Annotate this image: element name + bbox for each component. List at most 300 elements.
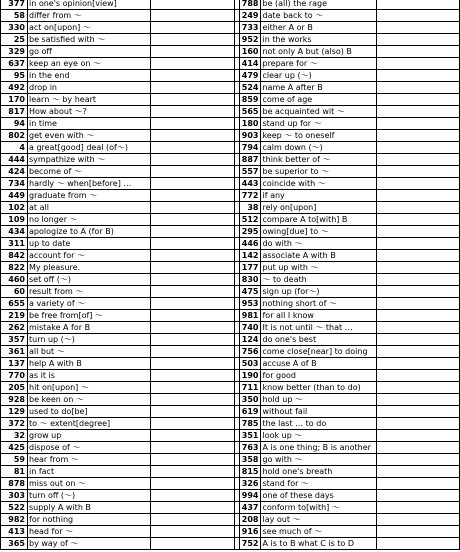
entry-phrase: stand up for ～ [261, 118, 377, 130]
vocab-row [1, 94, 240, 106]
vocab-row [235, 166, 460, 178]
vocab-row [235, 298, 460, 310]
vocab-row [1, 274, 240, 286]
vocab-row [235, 478, 460, 490]
entry-number: 357 [1, 334, 28, 346]
answer-blank [377, 514, 460, 526]
entry-phrase: How about ～? [28, 106, 151, 118]
entry-phrase: drop in [28, 82, 151, 94]
entry-phrase: ～ to death [261, 274, 377, 286]
answer-blank [151, 442, 240, 454]
entry-number: 372 [1, 418, 28, 430]
answer-blank [151, 34, 240, 46]
answer-blank [151, 454, 240, 466]
entry-phrase: come of age [261, 94, 377, 106]
right-vocab-table [234, 0, 460, 550]
entry-phrase: set off (～) [28, 274, 151, 286]
entry-number: 38 [235, 202, 261, 214]
vocab-row [1, 286, 240, 298]
answer-blank [377, 106, 460, 118]
entry-number: 377 [1, 0, 28, 10]
entry-number: 475 [235, 286, 261, 298]
entry-number: 460 [1, 274, 28, 286]
vocab-row [1, 82, 240, 94]
entry-phrase: owing[due] to ～ [261, 226, 377, 238]
answer-blank [151, 22, 240, 34]
entry-phrase: think better of ～ [261, 154, 377, 166]
entry-number: 878 [1, 478, 28, 490]
entry-number: 177 [235, 262, 261, 274]
answer-blank [377, 0, 460, 10]
entry-phrase: A is to B what C is to D [261, 538, 377, 550]
answer-blank [151, 118, 240, 130]
vocab-row [1, 442, 240, 454]
vocab-row [1, 490, 240, 502]
entry-number: 953 [235, 298, 261, 310]
entry-phrase: turn up (～) [28, 334, 151, 346]
vocab-row [235, 274, 460, 286]
entry-number: 903 [235, 130, 261, 142]
vocab-row [1, 502, 240, 514]
entry-phrase: put up with ～ [261, 262, 377, 274]
entry-number: 928 [1, 394, 28, 406]
entry-number: 740 [235, 322, 261, 334]
entry-number: 303 [1, 490, 28, 502]
entry-phrase: associate A with B [261, 250, 377, 262]
entry-number: 952 [235, 34, 261, 46]
entry-phrase: mistake A for B [28, 322, 151, 334]
vocab-row [1, 154, 240, 166]
entry-phrase: look up ～ [261, 430, 377, 442]
answer-blank [377, 70, 460, 82]
answer-blank [377, 154, 460, 166]
entry-number: 637 [1, 58, 28, 70]
entry-number: 25 [1, 34, 28, 46]
vocab-row [1, 358, 240, 370]
entry-phrase: calm down (～) [261, 142, 377, 154]
entry-number: 330 [1, 22, 28, 34]
entry-number: 830 [235, 274, 261, 286]
entry-phrase: as it is [28, 370, 151, 382]
entry-number: 311 [1, 238, 28, 250]
answer-blank [151, 94, 240, 106]
vocab-row [1, 430, 240, 442]
entry-phrase: in the works [261, 34, 377, 46]
vocab-row [235, 130, 460, 142]
entry-number: 414 [235, 58, 261, 70]
entry-phrase: a variety of ～ [28, 298, 151, 310]
vocab-row [235, 502, 460, 514]
answer-blank [377, 10, 460, 22]
entry-number: 802 [1, 130, 28, 142]
answer-blank [377, 466, 460, 478]
entry-number: 734 [1, 178, 28, 190]
vocab-row [1, 298, 240, 310]
vocab-row [235, 250, 460, 262]
vocab-row [235, 382, 460, 394]
answer-blank [377, 502, 460, 514]
answer-blank [377, 442, 460, 454]
entry-number: 981 [235, 310, 261, 322]
answer-blank [151, 466, 240, 478]
answer-blank [377, 406, 460, 418]
entry-phrase: to ～ extent[degree] [28, 418, 151, 430]
answer-blank [151, 526, 240, 538]
entry-number: 142 [235, 250, 261, 262]
answer-blank [151, 358, 240, 370]
entry-phrase: miss out on ～ [28, 478, 151, 490]
vocab-row [1, 526, 240, 538]
entry-number: 785 [235, 418, 261, 430]
entry-phrase: a great[good] deal (of～) [28, 142, 151, 154]
vocab-row [235, 526, 460, 538]
entry-number: 434 [1, 226, 28, 238]
entry-phrase: know better (than to do) [261, 382, 377, 394]
entry-phrase: for nothing [28, 514, 151, 526]
answer-blank [377, 202, 460, 214]
vocab-row [235, 346, 460, 358]
entry-number: 887 [235, 154, 261, 166]
entry-number: 437 [235, 502, 261, 514]
vocab-row [1, 370, 240, 382]
entry-phrase: up to date [28, 238, 151, 250]
answer-blank [377, 250, 460, 262]
entry-number: 619 [235, 406, 261, 418]
entry-number: 59 [1, 454, 28, 466]
vocab-row [1, 46, 240, 58]
answer-blank [151, 0, 240, 10]
answer-blank [151, 274, 240, 286]
vocab-row [235, 202, 460, 214]
entry-number: 170 [1, 94, 28, 106]
vocab-row [1, 382, 240, 394]
answer-blank [377, 274, 460, 286]
vocab-row [1, 406, 240, 418]
entry-number: 32 [1, 430, 28, 442]
answer-blank [151, 286, 240, 298]
entry-phrase: no longer ～ [28, 214, 151, 226]
entry-number: 655 [1, 298, 28, 310]
entry-number: 522 [1, 502, 28, 514]
entry-phrase: be superior to ～ [261, 166, 377, 178]
answer-blank [377, 310, 460, 322]
answer-blank [151, 226, 240, 238]
entry-phrase: all but ～ [28, 346, 151, 358]
answer-blank [151, 334, 240, 346]
vocab-row [235, 190, 460, 202]
vocab-row [235, 430, 460, 442]
entry-phrase: be keen on ～ [28, 394, 151, 406]
entry-phrase: be free from[of] ～ [28, 310, 151, 322]
answer-blank [377, 130, 460, 142]
entry-phrase: keep ～ to oneself [261, 130, 377, 142]
entry-phrase: in time [28, 118, 151, 130]
vocab-row [235, 406, 460, 418]
entry-number: 295 [235, 226, 261, 238]
entry-number: 58 [1, 10, 28, 22]
vocab-row [1, 166, 240, 178]
entry-number: 361 [1, 346, 28, 358]
answer-blank [151, 406, 240, 418]
vocab-row [235, 142, 460, 154]
entry-number: 916 [235, 526, 261, 538]
entry-number: 424 [1, 166, 28, 178]
answer-blank [377, 142, 460, 154]
answer-blank [377, 322, 460, 334]
entry-number: 982 [1, 514, 28, 526]
entry-number: 492 [1, 82, 28, 94]
entry-phrase: stand for ～ [261, 478, 377, 490]
vocab-row [235, 22, 460, 34]
entry-number: 129 [1, 406, 28, 418]
vocab-row [235, 106, 460, 118]
entry-number: 351 [235, 430, 261, 442]
answer-blank [377, 238, 460, 250]
answer-blank [377, 22, 460, 34]
answer-blank [377, 298, 460, 310]
entry-number: 756 [235, 346, 261, 358]
entry-phrase: if any [261, 190, 377, 202]
vocab-row [1, 202, 240, 214]
entry-phrase: date back to ～ [261, 10, 377, 22]
entry-phrase: lay out ～ [261, 514, 377, 526]
vocab-row [1, 22, 240, 34]
entry-phrase: be (all) the rage [261, 0, 377, 10]
vocab-row [235, 394, 460, 406]
entry-phrase: rely on[upon] [261, 202, 377, 214]
entry-number: 160 [235, 46, 261, 58]
vocab-row [1, 478, 240, 490]
entry-phrase: grow up [28, 430, 151, 442]
entry-number: 190 [235, 370, 261, 382]
entry-number: 994 [235, 490, 261, 502]
entry-number: 503 [235, 358, 261, 370]
entry-number: 817 [1, 106, 28, 118]
vocab-row [1, 454, 240, 466]
entry-phrase: for good [261, 370, 377, 382]
vocab-row [1, 394, 240, 406]
entry-phrase: go off [28, 46, 151, 58]
answer-blank [377, 490, 460, 502]
vocab-row [235, 538, 460, 550]
entry-number: 180 [235, 118, 261, 130]
entry-phrase: the last … to do [261, 418, 377, 430]
entry-phrase: not only A but (also) B [261, 46, 377, 58]
vocab-row [1, 214, 240, 226]
answer-blank [151, 106, 240, 118]
entry-phrase: dispose of ～ [28, 442, 151, 454]
vocab-row [1, 322, 240, 334]
answer-blank [377, 262, 460, 274]
vocab-row [235, 154, 460, 166]
answer-blank [377, 58, 460, 70]
entry-phrase: nothing short of ～ [261, 298, 377, 310]
answer-blank [377, 118, 460, 130]
entry-phrase: sign up (for～) [261, 286, 377, 298]
entry-number: 413 [1, 526, 28, 538]
entry-number: 794 [235, 142, 261, 154]
answer-blank [151, 238, 240, 250]
answer-blank [151, 310, 240, 322]
answer-blank [151, 430, 240, 442]
answer-blank [151, 478, 240, 490]
vocab-row [235, 418, 460, 430]
vocab-row [1, 514, 240, 526]
entry-number: 219 [1, 310, 28, 322]
entry-number: 329 [1, 46, 28, 58]
vocab-row [235, 34, 460, 46]
entry-phrase: by way of ～ [28, 538, 151, 550]
entry-number: 350 [235, 394, 261, 406]
answer-blank [151, 370, 240, 382]
entry-phrase: get even with ～ [28, 130, 151, 142]
entry-number: 4 [1, 142, 28, 154]
vocab-row [235, 370, 460, 382]
vocab-row [1, 0, 240, 10]
answer-blank [151, 166, 240, 178]
entry-number: 763 [235, 442, 261, 454]
entry-phrase: hold up ～ [261, 394, 377, 406]
answer-blank [151, 10, 240, 22]
answer-blank [377, 190, 460, 202]
vocab-row [235, 70, 460, 82]
answer-blank [151, 322, 240, 334]
entry-number: 81 [1, 466, 28, 478]
answer-blank [377, 358, 460, 370]
entry-number: 733 [235, 22, 261, 34]
vocab-row [1, 238, 240, 250]
entry-number: 60 [1, 286, 28, 298]
answer-blank [151, 58, 240, 70]
entry-number: 565 [235, 106, 261, 118]
entry-number: 208 [235, 514, 261, 526]
entry-phrase: hold one's breath [261, 466, 377, 478]
entry-phrase: come close[near] to doing [261, 346, 377, 358]
answer-blank [377, 382, 460, 394]
answer-blank [151, 418, 240, 430]
vocab-row [1, 142, 240, 154]
entry-number: 444 [1, 154, 28, 166]
answer-blank [377, 94, 460, 106]
vocab-row [1, 130, 240, 142]
entry-phrase: head for ～ [28, 526, 151, 538]
answer-blank [377, 166, 460, 178]
answer-blank [151, 214, 240, 226]
entry-number: 822 [1, 262, 28, 274]
answer-blank [151, 298, 240, 310]
entry-number: 358 [235, 454, 261, 466]
entry-number: 752 [235, 538, 261, 550]
entry-number: 479 [235, 70, 261, 82]
answer-blank [377, 214, 460, 226]
vocab-row [235, 490, 460, 502]
vocab-row [1, 118, 240, 130]
answer-blank [377, 418, 460, 430]
entry-phrase: for all I know [261, 310, 377, 322]
vocab-row [1, 418, 240, 430]
vocab-row [235, 334, 460, 346]
entry-number: 512 [235, 214, 261, 226]
vocab-row [235, 0, 460, 10]
entry-phrase: hardly ～ when[before] … [28, 178, 151, 190]
answer-blank [151, 538, 240, 550]
entry-number: 449 [1, 190, 28, 202]
entry-phrase: It is not until ～ that … [261, 322, 377, 334]
answer-blank [151, 82, 240, 94]
answer-blank [377, 226, 460, 238]
entry-phrase: differ from ～ [28, 10, 151, 22]
answer-blank [151, 262, 240, 274]
entry-number: 249 [235, 10, 261, 22]
entry-phrase: used to do[be] [28, 406, 151, 418]
answer-blank [151, 190, 240, 202]
entry-phrase: supply A with B [28, 502, 151, 514]
entry-phrase: hear from ～ [28, 454, 151, 466]
entry-phrase: in the end [28, 70, 151, 82]
vocab-row [1, 250, 240, 262]
answer-blank [377, 454, 460, 466]
vocab-row [235, 46, 460, 58]
entry-phrase: at all [28, 202, 151, 214]
vocab-row [1, 466, 240, 478]
vocab-row [1, 262, 240, 274]
entry-phrase: accuse A of B [261, 358, 377, 370]
entry-phrase: be acquainted wit ～ [261, 106, 377, 118]
entry-phrase: in fact [28, 466, 151, 478]
vocab-row [235, 118, 460, 130]
entry-phrase: graduate from ～ [28, 190, 151, 202]
entry-number: 557 [235, 166, 261, 178]
entry-number: 443 [235, 178, 261, 190]
answer-blank [151, 382, 240, 394]
vocab-row [235, 322, 460, 334]
entry-phrase: My pleasure. [28, 262, 151, 274]
vocab-row [1, 178, 240, 190]
entry-number: 109 [1, 214, 28, 226]
answer-blank [377, 526, 460, 538]
vocab-row [235, 514, 460, 526]
entry-number: 102 [1, 202, 28, 214]
vocab-row [1, 310, 240, 322]
answer-blank [377, 34, 460, 46]
answer-blank [151, 142, 240, 154]
answer-blank [377, 394, 460, 406]
entry-phrase: see much of ～ [261, 526, 377, 538]
answer-blank [377, 538, 460, 550]
answer-blank [377, 346, 460, 358]
entry-phrase: be satisfied with ～ [28, 34, 151, 46]
answer-blank [151, 202, 240, 214]
entry-number: 770 [1, 370, 28, 382]
entry-phrase: hit on[upon] ～ [28, 382, 151, 394]
entry-phrase: help A with B [28, 358, 151, 370]
entry-phrase: turn off (～) [28, 490, 151, 502]
vocab-row [1, 106, 240, 118]
vocab-row [235, 178, 460, 190]
vocab-row [235, 454, 460, 466]
entry-phrase: prepare for ～ [261, 58, 377, 70]
answer-blank [151, 514, 240, 526]
entry-number: 94 [1, 118, 28, 130]
vocab-row [1, 58, 240, 70]
entry-phrase: coincide with ～ [261, 178, 377, 190]
vocab-row [235, 442, 460, 454]
entry-phrase: A is one thing; B is another [261, 442, 377, 454]
entry-number: 95 [1, 70, 28, 82]
vocab-row [1, 226, 240, 238]
answer-blank [377, 478, 460, 490]
entry-phrase: apologize to A (for B) [28, 226, 151, 238]
